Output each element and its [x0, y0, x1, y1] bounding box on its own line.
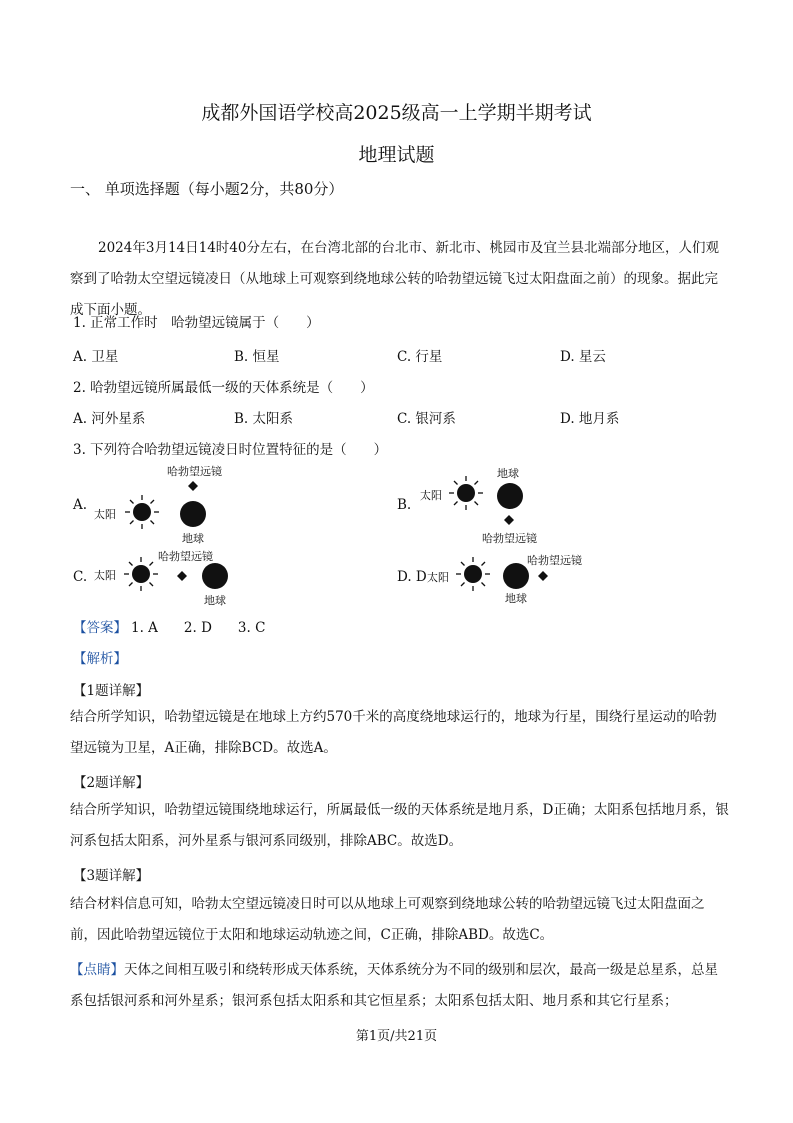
question-2-stem: 2. 哈勃望远镜所属最低一级的天体系统是（ ）	[73, 380, 374, 396]
q1-option-a: A. 卫星	[73, 349, 119, 365]
telescope-diamond-icon	[504, 515, 514, 525]
q3-option-d: D. D	[397, 569, 427, 585]
sun-label: 太阳	[420, 489, 442, 502]
earth-icon	[502, 562, 530, 590]
detail-3-text: 结合材料信息可知，哈勃太空望远镜凌日时可以从地球上可观察到绕地球公转的哈勃望远镜飞过太阳盘面之前，因此哈勃望远镜位于太阳和地球运动轨迹之间，C正确，排除ABD。故选C。	[70, 896, 705, 943]
sun-label: 太阳	[94, 569, 116, 582]
earth-label: 地球	[497, 467, 519, 480]
detail-3-heading: 【3题详解】	[73, 868, 150, 884]
sun-icon	[125, 495, 159, 529]
telescope-label: 哈勃望远镜	[482, 532, 537, 545]
q3-option-c: C.	[73, 569, 88, 585]
page-footer: 第1页/共21页	[355, 1029, 438, 1044]
tip-paragraph	[70, 955, 730, 1017]
telescope-diamond-icon	[538, 571, 548, 581]
answer-3: 3. C	[237, 620, 266, 636]
section-heading: 一、 单项选择题（每小题2分，共80分）	[70, 180, 344, 198]
answer-2: 2. D	[183, 620, 212, 636]
earth-icon	[179, 500, 207, 528]
telescope-diamond-icon	[188, 481, 198, 491]
telescope-diamond-icon	[177, 571, 187, 581]
sun-icon	[124, 557, 158, 591]
sun-label: 太阳	[94, 508, 116, 521]
q3-option-b: B.	[397, 497, 412, 513]
q2-option-b: B. 太阳系	[234, 411, 294, 427]
detail-2-heading: 【2题详解】	[73, 775, 150, 791]
analysis-label: 【解析】	[73, 651, 127, 667]
sun-label: 太阳	[427, 571, 449, 584]
detail-1-heading: 【1题详解】	[73, 683, 150, 699]
sun-icon	[456, 557, 490, 591]
answer-line	[73, 616, 265, 636]
telescope-label: 哈勃望远镜	[158, 550, 213, 563]
page-title: 成都外国语学校高2025级高一上学期半期考试	[201, 102, 592, 124]
q1-option-d: D. 星云	[560, 349, 606, 365]
telescope-label: 哈勃望远镜	[527, 554, 582, 567]
earth-label: 地球	[505, 592, 527, 605]
answer-label: 【答案】	[73, 620, 127, 636]
earth-label: 地球	[182, 532, 204, 545]
detail-1-text: 结合所学知识，哈勃望远镜是在地球上方约570千米的高度绕地球运行的，地球为行星，围绕行星运动的哈勃望远镜为卫星，A正确，排除BCD。故选A。	[70, 709, 717, 756]
question-3-stem: 3. 下列符合哈勃望远镜凌日时位置特征的是（ ）	[73, 442, 388, 458]
earth-icon	[496, 482, 524, 510]
telescope-label: 哈勃望远镜	[167, 465, 222, 478]
q2-option-c: C. 银河系	[397, 411, 456, 427]
earth-icon	[201, 562, 229, 590]
q2-option-a: A. 河外星系	[73, 411, 146, 427]
q3-option-a: A.	[73, 497, 88, 513]
question-1-stem: 1. 正常工作时 哈勃望远镜属于（ ）	[73, 315, 320, 331]
tip-text: 天体之间相互吸引和绕转形成天体系统，天体系统分为不同的级别和层次，最高一级是总星系，总星系包括银河系和河外星系；银河系包括太阳系和其它恒星系；太阳系包括太阳、地月系和其它行星系；	[70, 962, 718, 1009]
page-subtitle: 地理试题	[358, 144, 435, 166]
material-paragraph: 2024年3月14日14时40分左右，在台湾北部的台北市、新北市、桃园市及宜兰县北端部分地区，人们观察到了哈勃太空望远镜凌日（从地球上可观察到绕地球公转的哈勃望远镜飞过太阳盘面之前）的现象。据此完成下面小题。	[70, 240, 719, 318]
sun-icon	[449, 476, 483, 510]
q1-option-b: B. 恒星	[234, 349, 280, 365]
detail-2-text: 结合所学知识，哈勃望远镜围绕地球运行，所属最低一级的天体系统是地月系，D正确；太阳系包括地月系，银河系包括太阳系，河外星系与银河系同级别，排除ABC。故选D。	[70, 802, 729, 849]
earth-label: 地球	[204, 594, 226, 607]
tip-label: 【点睛】	[70, 962, 124, 978]
q2-option-d: D. 地月系	[560, 411, 620, 427]
q1-option-c: C. 行星	[397, 349, 443, 365]
answer-1: 1. A	[131, 620, 158, 636]
